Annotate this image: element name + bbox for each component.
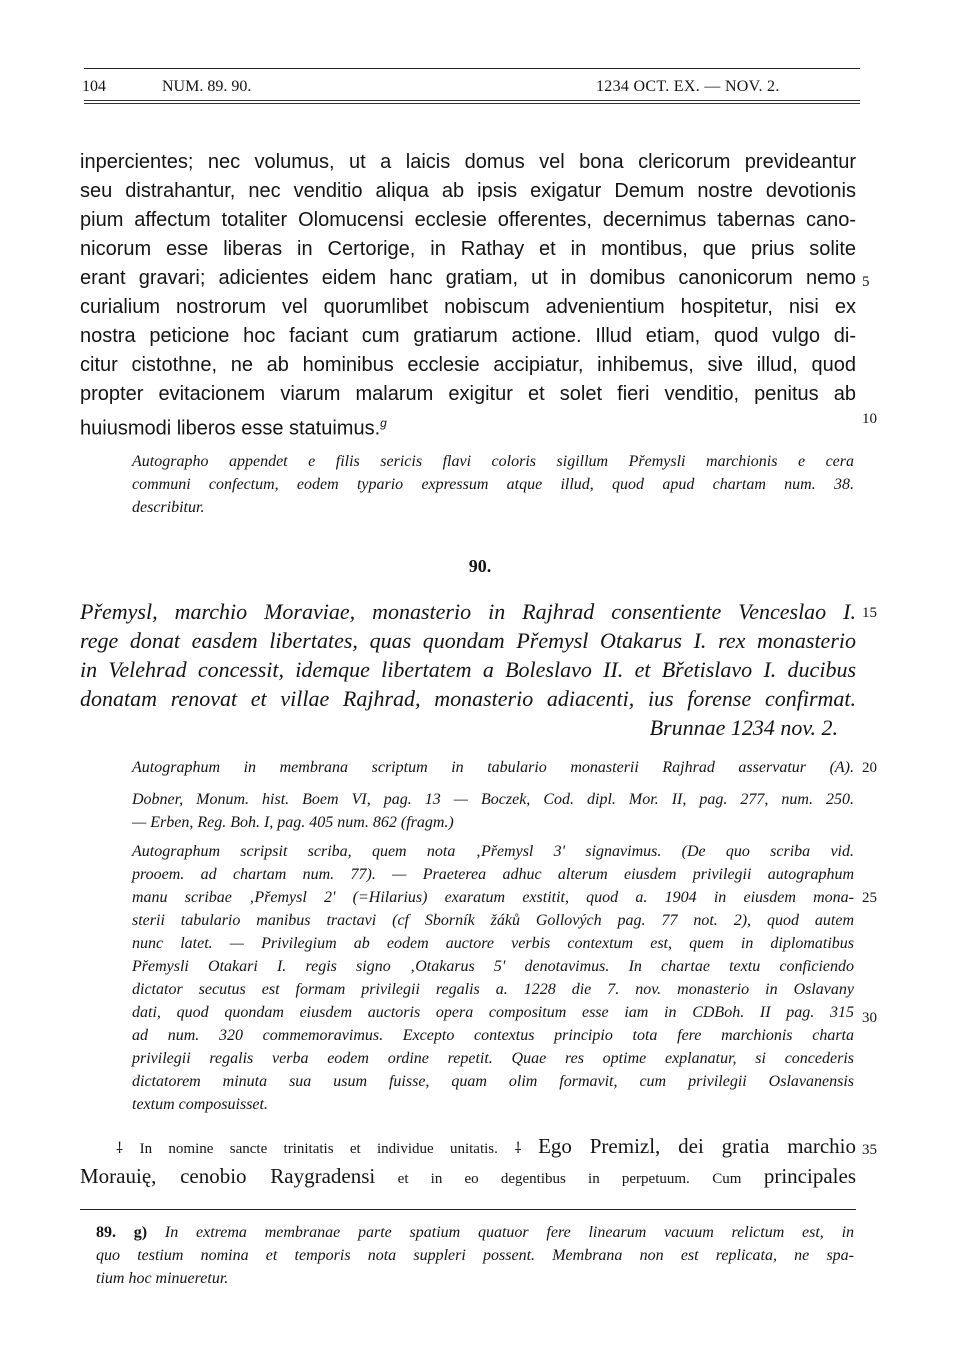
line-number: 15 [862, 605, 877, 621]
footnote-mark: 89. g) [96, 1224, 148, 1241]
body-line: nicorum esse liberas in Certorige, in Rathay et in montibus, que prius solite [80, 238, 856, 260]
body-line-text: huiusmodi liberos esse statuimus. [80, 417, 381, 440]
apparatus-editions [132, 788, 854, 834]
intitulatio-text: Ego Premizl, dei gratia marchio [538, 1134, 857, 1158]
footnote-line [96, 1221, 854, 1244]
body-line: propter evitacionem viarum malarum exigitur et solet fieri venditio, penitus ab [80, 383, 856, 405]
regest-line: donatam renovat et villae Rajhrad, monasterio adiacenti, ius forense confirmat. [80, 686, 856, 711]
body-line: pium affectum totaliter Olomucensi ecclesie offerentes, decernimus tabernas cano- [80, 209, 856, 231]
body-line: nostra peticione hoc faciant cum gratiarum actione. Illud etiam, quod vulgo di- [80, 325, 856, 347]
arenga-word: principales [763, 1164, 856, 1188]
body-line [80, 409, 856, 438]
cross-symbol: ⸸ [116, 1141, 124, 1157]
body-line: erant gravari; adicientes eidem hanc gratiam, ut in domibus canonicorum nemo [80, 267, 856, 289]
document-number: 90. [468, 556, 492, 576]
line-number: 5 [862, 274, 870, 290]
footnote-line: tium hoc minueretur. [96, 1270, 229, 1287]
inscriptio-text-small: et in eo degentibus in perpetuum. [397, 1171, 690, 1187]
footnote-reference: g [380, 416, 387, 430]
line-number: 35 [862, 1142, 877, 1158]
apparatus-line: nunc latet. — Privilegium ab eodem auctore verbis contextum est, quem in diplomatibus [132, 935, 854, 952]
body-line: citur cistothne, ne ab hominibus ecclesie accipiatur, inhibemus, sive illud, quod [80, 354, 856, 376]
regest-line: in Velehrad concessit, idemque libertatem a Boleslavo II. et Břetislavo I. ducibus [80, 657, 856, 682]
regest-line: rege donat easdem libertates, quas quondam Přemysl Otakarus I. rex monasterio [80, 628, 856, 653]
invocation-text: In nomine sancte trinitatis et individue unitatis. [139, 1141, 498, 1157]
apparatus-line: — Erben, Reg. Boh. I, pag. 405 num. 862 (fragm.) [132, 814, 454, 831]
apparatus-line: Autographum in membrana scriptum in tabulario monasterii Rajhrad asservatur (A). [132, 759, 854, 776]
cross-symbol: ⸸ [514, 1141, 522, 1157]
running-header [78, 78, 854, 100]
line-number: 20 [862, 760, 877, 776]
place-date: Brunnae 1234 nov. 2. [649, 715, 838, 740]
charter-line [80, 1164, 856, 1194]
regest-line: Přemysl, marchio Moraviae, monasterio in Rajhrad consentiente Venceslao I. [80, 599, 856, 624]
inscriptio-text: Morauię, cenobio Raygradensi [80, 1164, 376, 1188]
charter-body-text [80, 148, 856, 438]
apparatus-line: ad num. 320 commemoravimus. Excepto contextus principio tota fere marchionis charta [132, 1027, 854, 1044]
apparatus-commentary [132, 840, 854, 1116]
footnote-text: In extrema membranae parte spatium quatuor fere linearum vacuum relictum est, in [164, 1224, 855, 1241]
regest [80, 597, 856, 742]
charter-line [80, 1134, 856, 1164]
apparatus-line: dictator secutus est formam privilegii regalis a. 1228 die 7. nov. monasterio in Oslavany [132, 981, 854, 998]
header-underline [84, 100, 860, 101]
apparatus-line: privilegii regalis verba eodem ordine repetit. Quae res optime explanatur, si concederis [132, 1050, 854, 1067]
charter-incipit [80, 1134, 856, 1194]
apparatus-source [132, 756, 854, 779]
apparatus-line: dictatorem minuta sua usum fuisse, quam olim formavit, cum privilegii Oslavanensis [132, 1073, 854, 1090]
footnote-rule [80, 1209, 856, 1210]
body-line: curialium nostrorum vel quorumlibet nobiscum advenientium hospitetur, nisi ex [80, 296, 856, 318]
arenga-start: Cum [712, 1171, 742, 1187]
apparatus-line: sterii tabulario manibus tractavi (cf Sborník žáků Gollových pag. 77 not. 2), quod autem [132, 912, 854, 929]
document-numbers: NUM. 89. 90. [162, 78, 252, 95]
line-number: 30 [862, 1010, 877, 1026]
note-line: describitur. [132, 499, 205, 516]
note-line: communi confectum, eodem typario expressum atque illud, quod apud chartam num. 38. [132, 476, 854, 493]
page-number: 104 [82, 78, 106, 95]
apparatus-line: manu scribae ‚Přemysl 2' (=Hilarius) exaratum exstitit, quod a. 1904 in eiusdem mona- [132, 889, 854, 906]
date-range: 1234 OCT. EX. — NOV. 2. [596, 78, 780, 95]
apparatus-line: Přemysli Otakari I. regis signo ‚Otakarus 5' denotavimus. In chartae textu conficiendo [132, 958, 854, 975]
header-underline-double [84, 103, 860, 104]
header-rule [84, 68, 860, 69]
apparatus-line: Dobner, Monum. hist. Boem VI, pag. 13 — Boczek, Cod. dipl. Mor. II, pag. 277, num. 250. [132, 791, 854, 808]
footnote-line: quo testium nomina et temporis nota suppleri possent. Membrana non est replicata, ne spa- [96, 1247, 854, 1264]
apparatus-line: prooem. ad chartam num. 77). — Praeterea adhuc alterum eiusdem privilegii autographum [132, 866, 854, 883]
body-line: seu distrahantur, nec venditio aliqua ab ipsis exigatur Demum nostre devotionis [80, 180, 856, 202]
note-line: Autographo appendet e filis sericis flavi coloris sigillum Přemysli marchionis e cera [132, 453, 854, 470]
line-number: 10 [862, 411, 877, 427]
apparatus-line: textum composuisset. [132, 1096, 268, 1113]
line-number: 25 [862, 890, 877, 906]
footnote [96, 1221, 854, 1290]
body-line: inpercientes; nec volumus, ut a laicis domus vel bona clericorum prevideantur [80, 151, 856, 173]
seal-note [132, 450, 854, 519]
apparatus-line: dati, quod quondam eiusdem auctoris opera compositum esse iam in CDBoh. II pag. 315 [132, 1004, 854, 1021]
apparatus-line: Autographum scripsit scriba, quem nota ‚Přemysl 3' signavimus. (De quo scriba vid. [132, 843, 854, 860]
